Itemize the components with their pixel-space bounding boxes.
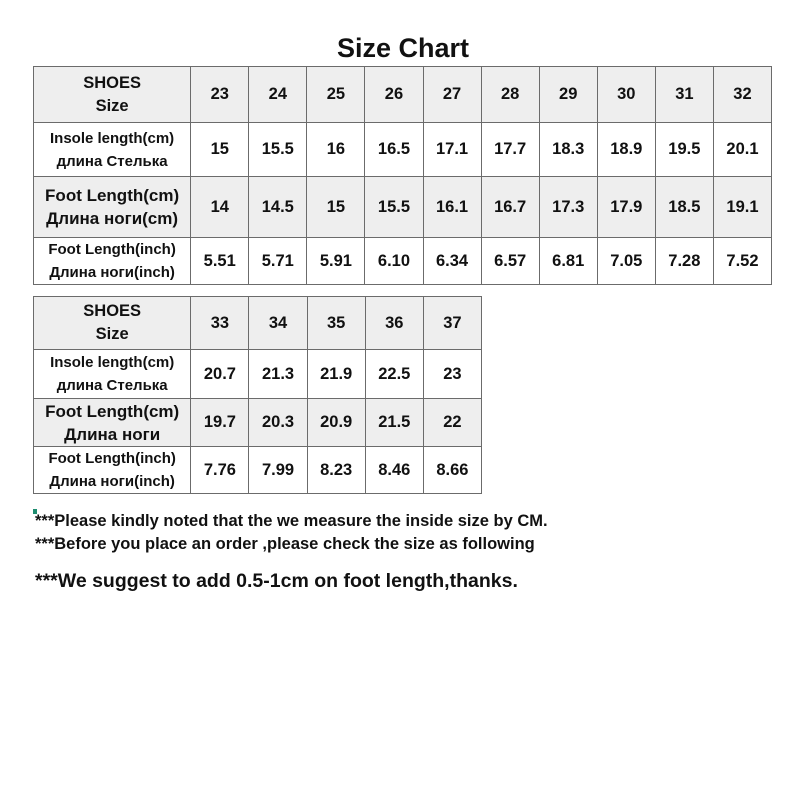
foot-inch-cell: 7.52 bbox=[713, 238, 771, 285]
table-row-foot-length-inch bbox=[34, 447, 482, 494]
label-line: Foot Length(inch) bbox=[48, 241, 176, 258]
label-line: Foot Length(cm) bbox=[45, 401, 180, 421]
label-line: Insole length(cm) bbox=[50, 354, 175, 371]
foot-cm-cell: 15 bbox=[307, 177, 365, 238]
foot-inch-cell: 7.05 bbox=[597, 238, 655, 285]
foot-cm-cell: 21.5 bbox=[365, 399, 423, 447]
table-row-foot-length-cm bbox=[34, 399, 482, 447]
row-label-insole-length bbox=[34, 123, 191, 177]
insole-cell: 18.3 bbox=[539, 123, 597, 177]
size-cell: 34 bbox=[249, 297, 307, 350]
foot-inch-cell: 5.91 bbox=[307, 238, 365, 285]
table-row-shoes-size bbox=[34, 297, 482, 350]
size-cell: 36 bbox=[365, 297, 423, 350]
size-cell: 23 bbox=[191, 67, 249, 123]
size-cell: 25 bbox=[307, 67, 365, 123]
note-check-size: ***Before you place an order ,please check the size as following bbox=[35, 535, 535, 553]
size-cell: 26 bbox=[365, 67, 423, 123]
insole-cell: 16.5 bbox=[365, 123, 423, 177]
label-line: Size bbox=[95, 325, 129, 343]
foot-inch-cell: 7.99 bbox=[249, 447, 307, 494]
size-cell: 30 bbox=[597, 67, 655, 123]
row-label-foot-length-inch bbox=[34, 238, 191, 285]
label-line: Size bbox=[95, 96, 129, 115]
foot-inch-cell: 7.28 bbox=[655, 238, 713, 285]
foot-inch-cell: 8.23 bbox=[307, 447, 365, 494]
note-suggest-extra-length: ***We suggest to add 0.5-1cm on foot length,thanks. bbox=[35, 570, 518, 592]
row-label-foot-length-inch bbox=[34, 447, 191, 494]
foot-cm-cell: 22 bbox=[423, 399, 481, 447]
foot-cm-cell: 17.9 bbox=[597, 177, 655, 238]
table-row-foot-length-cm bbox=[34, 177, 772, 238]
size-cell: 28 bbox=[481, 67, 539, 123]
foot-inch-cell: 5.71 bbox=[249, 238, 307, 285]
size-cell: 24 bbox=[249, 67, 307, 123]
insole-cell: 17.7 bbox=[481, 123, 539, 177]
label-line: длина Стелька bbox=[56, 377, 168, 394]
table-row-foot-length-inch bbox=[34, 238, 772, 285]
note-measure-by-cm: ***Please kindly noted that the we measure the inside size by CM. bbox=[35, 512, 548, 530]
size-cell: 31 bbox=[655, 67, 713, 123]
foot-inch-cell: 6.57 bbox=[481, 238, 539, 285]
insole-cell: 21.3 bbox=[249, 350, 307, 399]
label-line: длина Стелька bbox=[56, 152, 168, 170]
foot-inch-cell: 6.10 bbox=[365, 238, 423, 285]
foot-inch-cell: 5.51 bbox=[191, 238, 249, 285]
size-cell: 27 bbox=[423, 67, 481, 123]
foot-cm-cell: 18.5 bbox=[655, 177, 713, 238]
foot-inch-cell: 7.76 bbox=[191, 447, 249, 494]
table-row-insole-length bbox=[34, 123, 772, 177]
chart-title: Size Chart bbox=[336, 33, 470, 63]
foot-cm-cell: 16.1 bbox=[423, 177, 481, 238]
foot-cm-cell: 15.5 bbox=[365, 177, 423, 238]
table-row-shoes-size bbox=[34, 67, 772, 123]
label-line: Длина ноги(inch) bbox=[49, 264, 175, 281]
label-line: Длина ноги bbox=[64, 424, 161, 444]
insole-cell: 19.5 bbox=[655, 123, 713, 177]
foot-inch-cell: 8.46 bbox=[365, 447, 423, 494]
row-label-foot-length-cm bbox=[34, 399, 191, 447]
foot-cm-cell: 20.3 bbox=[249, 399, 307, 447]
insole-cell: 23 bbox=[423, 350, 481, 399]
size-cell: 35 bbox=[307, 297, 365, 350]
insole-cell: 22.5 bbox=[365, 350, 423, 399]
foot-cm-cell: 16.7 bbox=[481, 177, 539, 238]
insole-cell: 15 bbox=[191, 123, 249, 177]
size-cell: 37 bbox=[423, 297, 481, 350]
insole-cell: 20.1 bbox=[713, 123, 771, 177]
label-line: Insole length(cm) bbox=[50, 129, 175, 147]
label-line: Foot Length(inch) bbox=[48, 450, 176, 467]
size-cell: 29 bbox=[539, 67, 597, 123]
row-label-shoes-size bbox=[34, 297, 191, 350]
foot-cm-cell: 20.9 bbox=[307, 399, 365, 447]
foot-cm-cell: 19.7 bbox=[191, 399, 249, 447]
label-line: Длина ноги(cm) bbox=[46, 209, 179, 228]
insole-cell: 16 bbox=[307, 123, 365, 177]
size-cell: 32 bbox=[713, 67, 771, 123]
label-line: Foot Length(cm) bbox=[45, 186, 180, 205]
foot-cm-cell: 14 bbox=[191, 177, 249, 238]
foot-inch-cell: 6.34 bbox=[423, 238, 481, 285]
size-table-1 bbox=[33, 66, 772, 285]
insole-cell: 20.7 bbox=[191, 350, 249, 399]
foot-cm-cell: 14.5 bbox=[249, 177, 307, 238]
insole-cell: 18.9 bbox=[597, 123, 655, 177]
row-label-foot-length-cm bbox=[34, 177, 191, 238]
size-table-2 bbox=[33, 296, 482, 494]
size-cell: 33 bbox=[191, 297, 249, 350]
label-line: Длина ноги(inch) bbox=[49, 473, 175, 490]
foot-cm-cell: 17.3 bbox=[539, 177, 597, 238]
label-line: SHOES bbox=[83, 302, 142, 320]
table-row-insole-length bbox=[34, 350, 482, 399]
label-line: SHOES bbox=[83, 73, 141, 92]
insole-cell: 21.9 bbox=[307, 350, 365, 399]
row-label-shoes-size bbox=[34, 67, 191, 123]
insole-cell: 17.1 bbox=[423, 123, 481, 177]
insole-cell: 15.5 bbox=[249, 123, 307, 177]
foot-cm-cell: 19.1 bbox=[713, 177, 771, 238]
row-label-insole-length bbox=[34, 350, 191, 399]
foot-inch-cell: 8.66 bbox=[423, 447, 481, 494]
foot-inch-cell: 6.81 bbox=[539, 238, 597, 285]
